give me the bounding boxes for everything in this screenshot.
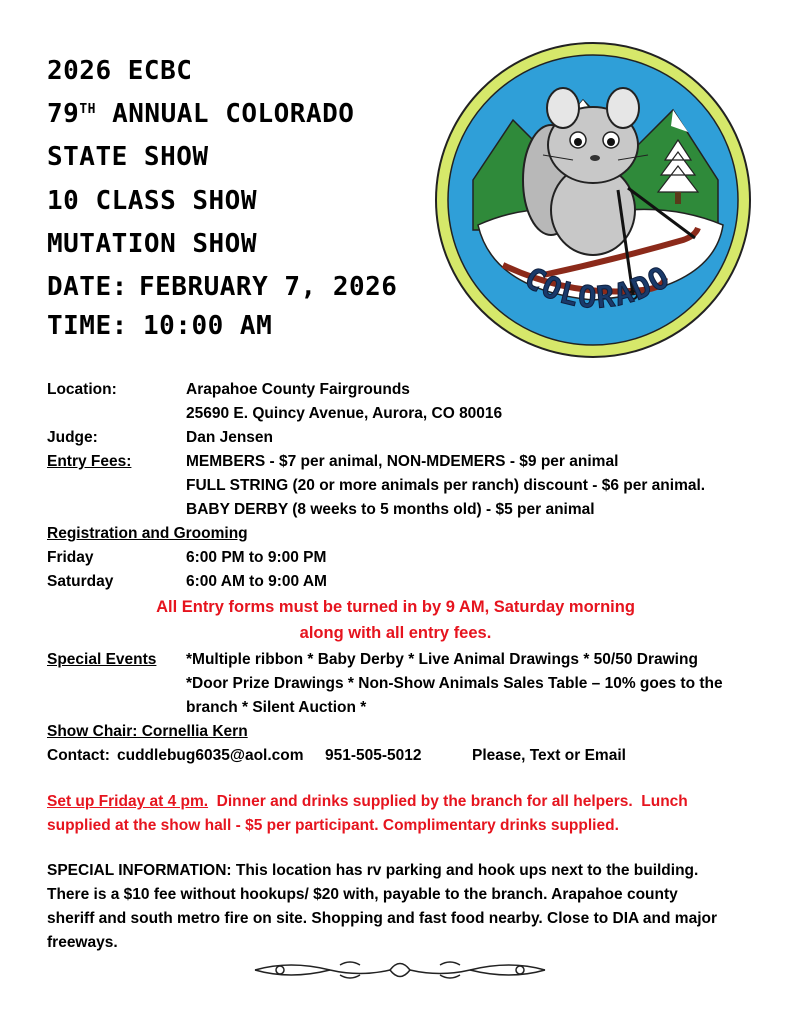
contact-phone: 951-505-5012 [325,747,422,764]
judge-row [47,426,767,450]
notice-line-1: All Entry forms must be turned in by 9 AM, Saturday morning [156,598,635,616]
fees-value-2: FULL STRING (20 or more animals per ranch) discount - $6 per animal. [186,477,706,494]
location-value-2: 25690 E. Quincy Avenue, Aurora, CO 80016 [186,405,503,422]
fees-value-1: MEMBERS - $7 per animal, NON-MDEMERS - $9 per animal [186,453,619,470]
friday-value: 6:00 PM to 9:00 PM [186,549,327,566]
title-line-1: 2026 ECBC [47,56,193,86]
contact-row [47,744,767,768]
events-row [47,648,767,672]
title-number: 79 [47,99,80,129]
colorado-logo [433,40,753,360]
fees-value-3: BABY DERBY (8 weeks to 5 months old) - $5 per animal [186,501,595,518]
notice-line-2: along with all entry fees. [299,624,492,642]
special-line-4: freeways. [47,934,118,951]
special-line-3: sheriff and south metro fire on site. Shopping and fast food nearby. Close to DIA and major [47,910,717,927]
events-value-3: branch * Silent Auction * [186,699,367,716]
events-value-1: *Multiple ribbon * Baby Derby * Live Animal Drawings * 50/50 Drawing [186,651,698,668]
date-line [47,272,397,302]
title-line-4: 10 CLASS SHOW [47,186,257,216]
special-line-1: SPECIAL INFORMATION: This location has rv parking and hook ups next to the building. [47,862,699,879]
location-label: Location: [47,381,117,398]
title-line-5: MUTATION SHOW [47,229,257,259]
title-line-2 [47,99,354,129]
judge-value: Dan Jensen [186,429,274,446]
events-row-3 [47,696,767,720]
location-row-2 [47,402,767,426]
fees-row-3 [47,498,767,522]
contact-label: Contact: [47,747,110,764]
setup-line-2: supplied at the show hall - $5 per participant. Complimentary drinks supplied. [47,817,619,834]
setup-rest: Dinner and drinks supplied by the branch for all helpers. Lunch [208,793,688,810]
events-value-2: *Door Prize Drawings * Non-Show Animals Sales Table – 10% goes to the [186,675,723,692]
special-line-2: There is a $10 fee without hookups/ $20 with, payable to the branch. Arapahoe county [47,886,678,903]
date-value: FEBRUARY 7, 2026 [139,272,398,302]
fees-label: Entry Fees: [47,453,132,470]
time-line [47,311,272,341]
judge-label: Judge: [47,429,98,446]
friday-row [47,546,767,570]
location-row [47,378,767,402]
setup-lead: Set up Friday at 4 pm. [47,793,209,810]
registration-label: Registration and Grooming [47,525,248,542]
chair-row [47,720,767,744]
saturday-value: 6:00 AM to 9:00 AM [186,573,327,590]
friday-label: Friday [47,549,94,566]
title-superscript: TH [79,102,96,117]
contact-email: cuddlebug6035@aol.com [117,747,304,764]
contact-note: Please, Text or Email [472,747,626,764]
ornament-divider [250,955,550,985]
logo-text: COLORADO [518,259,677,316]
events-row-2 [47,672,767,696]
time-label: TIME: [47,311,128,341]
registration-row [47,522,767,546]
saturday-row [47,570,767,594]
time-value: 10:00 AM [143,311,273,341]
date-label: DATE: [47,272,128,302]
saturday-label: Saturday [47,573,114,590]
title-line-3: STATE SHOW [47,142,209,172]
location-value-1: Arapahoe County Fairgrounds [186,381,410,398]
fees-row-2 [47,474,767,498]
title-annual: ANNUAL COLORADO [95,99,355,129]
fees-row [47,450,767,474]
show-chair: Show Chair: Cornellia Kern [47,723,248,740]
events-label: Special Events [47,651,157,668]
setup-line-1 [47,790,767,814]
